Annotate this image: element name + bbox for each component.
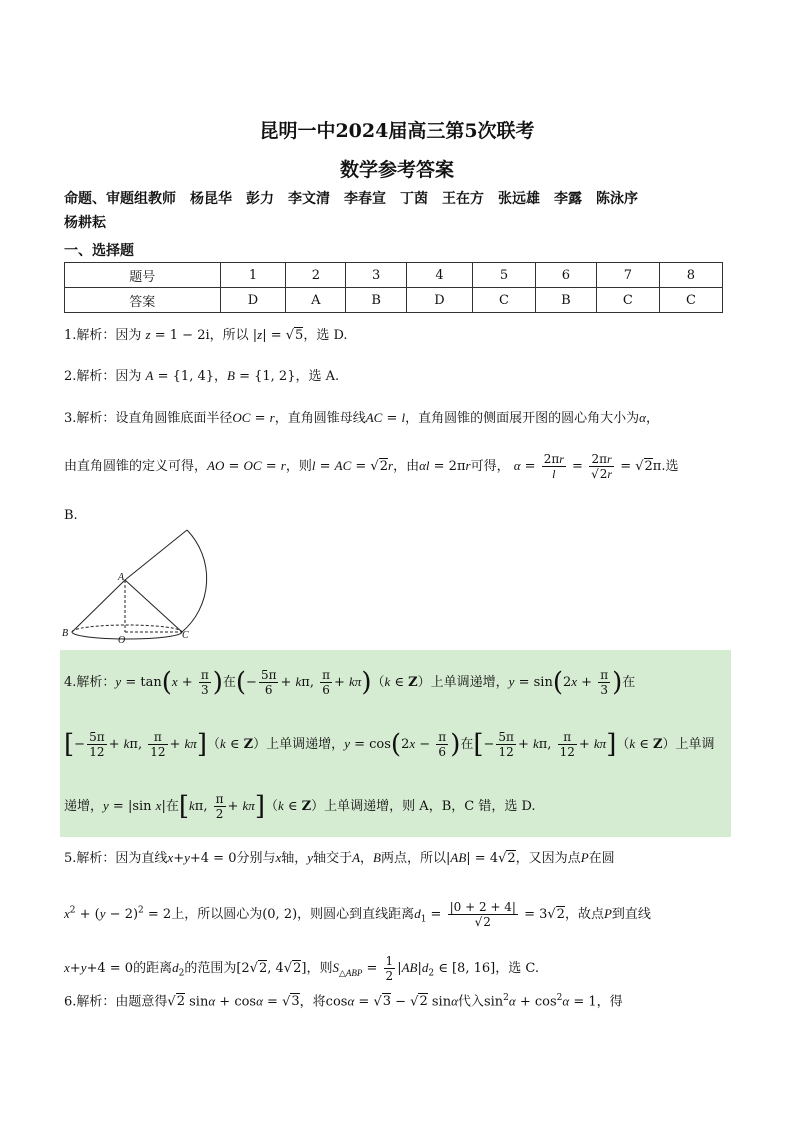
table-cell: 2 [286,263,346,288]
table-cell: 3 [346,263,407,288]
table-cell: B [535,288,596,313]
table-cell: 5 [472,263,535,288]
table-cell: 7 [596,263,659,288]
table-cell: A [286,288,346,313]
table-cell: 8 [659,263,722,288]
solution-5-line-1: 5.解析：因为直线x+y+4 = 0分别与x轴，y轴交于A，B两点，所以|AB| = 4√2，又因为点P在圆 [64,850,615,866]
table-row [65,288,723,313]
figure-label-b: B [62,628,69,639]
solution-5-line-2: $x^2 + (y - 2)^2 = 2$上，所以圆心为(0, 2)，则圆心到直线距离$d_1$ = $\frac{|0 + 2 + 4|}{√2}$ = 3√2，故点P到直线 [64,900,651,929]
author-line-1: 命题、审题组教师 杨昆华 彭力 李文清 李春宣 丁茵 王在方 张远雄 李露 陈泳序 [64,191,638,207]
table-cell: B [346,288,407,313]
solution-1: 1.解析：因为 z = 1 − 2i，所以 |z| = √5，选 D. [64,327,348,343]
solution-2: 2.解析：因为 A = {1, 4}，B = {1, 2}，选 A. [64,368,340,384]
table-row [65,263,723,288]
table-cell: D [220,288,286,313]
figure-label-c: C [182,630,189,641]
answer-table [64,262,723,313]
page-title: 昆明一中2024届高三第5次联考 [259,120,535,142]
table-cell: 4 [407,263,473,288]
page-subtitle: 数学参考答案 [339,159,454,181]
figure-label-o: O [118,635,126,646]
solution-5-line-3: x+y+4 = 0的距离$d_2$的范围为[2√2, 4√2]，则$S_{\triangle ABP}$ = $\frac{1}{2}$ $|AB|d_2$ ∈ [8, 16]，选 C. [64,954,539,983]
solution-3-line-1: 3.解析：设直角圆锥底面半径OC = r，直角圆锥母线AC = l，直角圆锥的侧面展开图的圆心角大小为α， [64,410,659,426]
cone-diagram [60,528,210,646]
table-cell: C [659,288,722,313]
figure-label-a: A [118,572,125,583]
section-heading-choice: 一、选择题 [64,243,134,259]
table-cell: C [596,288,659,313]
table-cell: 答案 [65,288,221,313]
table-cell: 6 [535,263,596,288]
solution-3-line-2: 由直角圆锥的定义可得，AO = OC = r，则l = AC = √2r，由αl = 2πr可得， α = $\frac{2\pi r}{l}$ = $\frac{2\pi r}{√2r}$ = √2π.选 [64,452,679,481]
table-cell: 1 [220,263,286,288]
solution-4-line-1: 4.解析：y = tan(x + $\frac{\pi}{3}$ )在(− $\frac{5\pi}{6}$ + kπ, $\frac{\pi}{6}$ + kπ)（k ∈ Z）上单调递增，y = sin(2x + $\frac{\pi}{3}$ )在 [64,667,636,698]
solution-3-line-3: B. [64,508,78,523]
solution-4-line-2: [− $\frac{5\pi}{12}$ + kπ, $\frac{\pi}{12}$ + kπ]（k ∈ Z）上单调递增，y = cos(2x − $\frac{\pi}{6}$ )在[− $\frac{5\pi}{12}$ + kπ, $\frac{\pi}{12}$ + kπ]（k ∈ Z）上单调 [64,729,715,760]
author-line-2: 杨耕耘 [64,215,106,231]
author-list [64,186,734,236]
solution-6-line-1: 6.解析：由题意得√2 sinα + cosα = √3，将cosα = √3 − √2 sinα代入$\sin^2\alpha + \cos^2\alpha = 1$，得 [64,993,623,1010]
table-cell: 题号 [65,263,221,288]
table-cell: D [407,288,473,313]
table-cell: C [472,288,535,313]
solution-4-line-3: 递增，y = |sin x|在[kπ, $\frac{\pi}{2}$ + kπ]（k ∈ Z）上单调递增，则 A，B，C 错，选 D. [64,791,536,822]
